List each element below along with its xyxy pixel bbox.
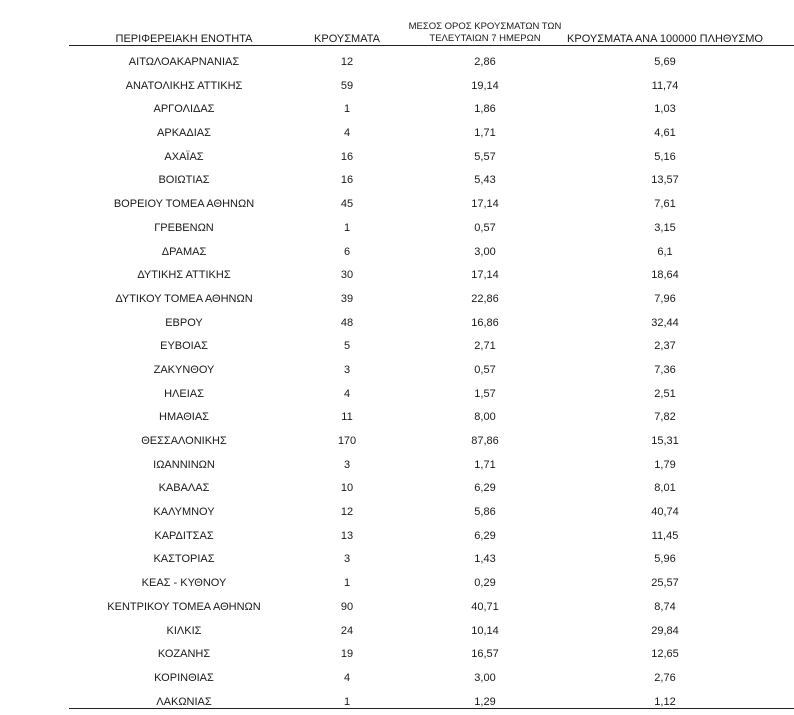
- cases-per-100k-cell: 2,37: [654, 340, 676, 353]
- region-cell: ΒΟΙΩΤΙΑΣ: [158, 174, 210, 187]
- cases-cell: 30: [340, 269, 354, 282]
- cases-cell: 6: [343, 245, 351, 258]
- seven-day-average-cell: 17,14: [471, 198, 499, 211]
- cases-cell: 1: [343, 221, 351, 234]
- seven-day-average-cell: 5,86: [474, 506, 496, 519]
- region-cell: ΗΛΕΙΑΣ: [164, 387, 204, 400]
- seven-day-average-cell: 10,14: [471, 624, 499, 637]
- cases-per-100k-cell: 2,51: [654, 387, 676, 400]
- seven-day-average-cell: 0,57: [474, 221, 496, 234]
- seven-day-average-cell: 1,71: [474, 458, 496, 471]
- table-row: [0, 147, 794, 171]
- seven-day-average-cell: 6,29: [474, 482, 496, 495]
- header-divider: [69, 45, 794, 46]
- table-row: [0, 99, 794, 123]
- region-cell: ΑΡΓΟΛΙΔΑΣ: [153, 103, 215, 116]
- cases-cell: 10: [340, 482, 354, 495]
- region-cell: ΑΧΑΪΑΣ: [164, 150, 204, 163]
- cases-per-100k-cell: 6,1: [657, 245, 673, 258]
- table-bottom-divider: [69, 708, 794, 709]
- cases-cell: 39: [340, 292, 354, 305]
- region-cell: ΑΝΑΤΟΛΙΚΗΣ ΑΤΤΙΚΗΣ: [125, 79, 243, 92]
- cases-cell: 4: [343, 127, 351, 140]
- table-row: [0, 289, 794, 313]
- cases-per-100k-cell: 2,76: [654, 671, 676, 684]
- seven-day-average-cell: 2,86: [474, 56, 496, 68]
- table-row: [0, 573, 794, 597]
- cases-per-100k-cell: 3,15: [654, 221, 676, 234]
- cases-per-100k-cell: 11,45: [651, 529, 679, 542]
- region-cell: ΔΥΤΙΚΟΥ ΤΟΜΕΑ ΑΘΗΝΩΝ: [115, 292, 253, 305]
- table-row: [0, 621, 794, 645]
- table-row: [0, 455, 794, 479]
- region-cell: ΛΑΚΩΝΙΑΣ: [156, 695, 212, 708]
- table-row: [0, 502, 794, 526]
- cases-per-100k-cell: 18,64: [651, 269, 679, 282]
- region-cell: ΚΑΛΥΜΝΟΥ: [153, 506, 215, 519]
- seven-day-average-cell: 0,57: [474, 363, 496, 376]
- cases-per-100k-cell: 4,61: [654, 127, 676, 140]
- seven-day-average-cell: 0,29: [474, 577, 496, 590]
- seven-day-average-cell: 19,14: [471, 79, 499, 92]
- cases-cell: 90: [340, 600, 354, 613]
- cases-cell: 1: [343, 577, 351, 590]
- region-cell: ΚΟΡΙΝΘΙΑΣ: [154, 671, 214, 684]
- seven-day-average-cell: 1,86: [474, 103, 496, 116]
- seven-day-average-cell: 1,43: [474, 553, 496, 566]
- cases-cell: 48: [340, 316, 354, 329]
- cases-cell: 16: [340, 174, 354, 187]
- table-row: [0, 644, 794, 668]
- cases-cell: 4: [343, 387, 351, 400]
- region-cell: ΗΜΑΘΙΑΣ: [159, 411, 209, 424]
- cases-cell: 3: [343, 458, 351, 471]
- cases-cell: 5: [343, 340, 351, 353]
- region-cell: ΔΥΤΙΚΗΣ ΑΤΤΙΚΗΣ: [137, 269, 231, 282]
- cases-per-100k-cell: 7,96: [654, 292, 676, 305]
- cases-per-100k-cell: 40,74: [651, 506, 679, 519]
- table-row: [0, 407, 794, 431]
- region-cell: ΑΡΚΑΔΙΑΣ: [157, 127, 211, 140]
- header-region: ΠΕΡΙΦΕΡΕΙΑΚΗ ΕΝΟΤΗΤΑ: [115, 33, 253, 45]
- cases-per-100k-cell: 5,16: [654, 150, 676, 163]
- region-cell: ΚΟΖΑΝΗΣ: [157, 648, 211, 661]
- cases-per-100k-cell: 8,01: [654, 482, 676, 495]
- cases-cell: 4: [343, 671, 351, 684]
- cases-cell: 1: [343, 103, 351, 116]
- region-cell: ΔΡΑΜΑΣ: [161, 245, 207, 258]
- cases-per-100k-cell: 13,57: [651, 174, 679, 187]
- cases-per-100k-cell: 1,12: [654, 695, 676, 708]
- region-cell: ΕΥΒΟΙΑΣ: [160, 340, 208, 353]
- region-cell: ΒΟΡΕΙΟΥ ΤΟΜΕΑ ΑΘΗΝΩΝ: [113, 198, 255, 211]
- seven-day-average-cell: 5,57: [474, 150, 496, 163]
- cases-per-100k-cell: 11,74: [651, 79, 679, 92]
- cases-cell: 1: [343, 695, 351, 708]
- header-cases-per-100k: ΚΡΟΥΣΜΑΤΑ ΑΝΑ 100000 ΠΛΗΘΥΣΜΟ: [567, 33, 763, 45]
- seven-day-average-cell: 6,29: [474, 529, 496, 542]
- table-row: [0, 597, 794, 621]
- cases-per-100k-cell: 5,96: [654, 553, 676, 566]
- region-cell: ΚΕΑΣ - ΚΥΘΝΟΥ: [141, 577, 227, 590]
- cases-per-100k-cell: 1,79: [654, 458, 676, 471]
- seven-day-average-cell: 1,71: [474, 127, 496, 140]
- cases-per-100k-cell: 7,36: [654, 363, 676, 376]
- region-cell: ΚΑΣΤΟΡΙΑΣ: [153, 553, 215, 566]
- table-row: [0, 170, 794, 194]
- seven-day-average-cell: 5,43: [474, 174, 496, 187]
- table-row: [0, 668, 794, 692]
- table-row: [0, 313, 794, 337]
- table-row: [0, 549, 794, 573]
- cases-per-100k-cell: 8,74: [654, 600, 676, 613]
- cases-cell: 19: [340, 648, 354, 661]
- table-row: [0, 692, 794, 715]
- table-row: [0, 478, 794, 502]
- region-cell: ΙΩΑΝΝΙΝΩΝ: [153, 458, 215, 471]
- table-row: [0, 123, 794, 147]
- cases-per-100k-cell: 32,44: [651, 316, 679, 329]
- region-cell: ΚΕΝΤΡΙΚΟΥ ΤΟΜΕΑ ΑΘΗΝΩΝ: [107, 600, 261, 613]
- cases-cell: 13: [340, 529, 354, 542]
- seven-day-average-cell: 8,00: [474, 411, 496, 424]
- seven-day-average-cell: 17,14: [471, 269, 499, 282]
- cases-cell: 11: [341, 411, 353, 424]
- table-row: [0, 431, 794, 455]
- cases-per-100k-cell: 7,61: [654, 198, 676, 211]
- cases-cell: 12: [340, 506, 354, 519]
- cases-cell: 3: [343, 363, 351, 376]
- cases-per-100k-cell: 29,84: [651, 624, 679, 637]
- seven-day-average-cell: 16,86: [471, 316, 499, 329]
- seven-day-average-cell: 3,00: [474, 245, 496, 258]
- header-cases: ΚΡΟΥΣΜΑΤΑ: [314, 33, 380, 45]
- region-cell: ΓΡΕΒΕΝΩΝ: [154, 221, 214, 234]
- table-row: [0, 336, 794, 360]
- cases-per-100k-cell: 7,82: [654, 411, 676, 424]
- table-body: [0, 52, 794, 715]
- seven-day-average-cell: 2,71: [474, 340, 496, 353]
- table-row: [0, 242, 794, 266]
- cases-cell: 3: [343, 553, 351, 566]
- seven-day-average-cell: 40,71: [471, 600, 499, 613]
- seven-day-average-cell: 87,86: [471, 435, 499, 447]
- table-row: [0, 360, 794, 384]
- cases-per-100k-cell: 25,57: [651, 577, 679, 590]
- cases-per-100k-cell: 15,31: [651, 435, 679, 447]
- table-row: [0, 384, 794, 408]
- region-cell: ΖΑΚΥΝΘΟΥ: [153, 363, 215, 376]
- seven-day-average-cell: 16,57: [471, 648, 499, 661]
- region-cell: ΚΑΒΑΛΑΣ: [158, 482, 210, 495]
- region-cell: ΘΕΣΣΑΛΟΝΙΚΗΣ: [141, 435, 227, 447]
- cases-cell: 45: [340, 198, 354, 211]
- cases-cell: 24: [340, 624, 354, 637]
- table-row: [0, 218, 794, 242]
- region-cell: ΑΙΤΩΛΟΑΚΑΡΝΑΝΙΑΣ: [128, 56, 240, 68]
- table-row: [0, 76, 794, 100]
- seven-day-average-cell: 3,00: [474, 671, 496, 684]
- region-cell: ΕΒΡΟΥ: [165, 316, 203, 329]
- table-row: [0, 52, 794, 76]
- cases-per-100k-cell: 12,65: [651, 648, 679, 661]
- seven-day-average-cell: 22,86: [471, 292, 499, 305]
- seven-day-average-cell: 1,57: [474, 387, 496, 400]
- cases-cell: 170: [337, 435, 357, 447]
- seven-day-average-cell: 1,29: [474, 695, 496, 708]
- region-cell: ΚΑΡΔΙΤΣΑΣ: [154, 529, 214, 542]
- table-row: [0, 526, 794, 550]
- cases-per-100k-cell: 1,03: [654, 103, 676, 116]
- header-seven-day-average: ΜΕΣΟΣ ΟΡΟΣ ΚΡΟΥΣΜΑΤΩΝ ΤΩΝ ΤΕΛΕΥΤΑΙΩΝ 7 ΗΜΕΡΩΝ: [408, 21, 562, 44]
- cases-cell: 59: [340, 79, 354, 92]
- cases-cell: 16: [340, 150, 354, 163]
- cases-cell: 12: [340, 56, 354, 68]
- table-row: [0, 194, 794, 218]
- region-cell: ΚΙΛΚΙΣ: [166, 624, 202, 637]
- table-row: [0, 265, 794, 289]
- cases-per-100k-cell: 5,69: [654, 56, 676, 68]
